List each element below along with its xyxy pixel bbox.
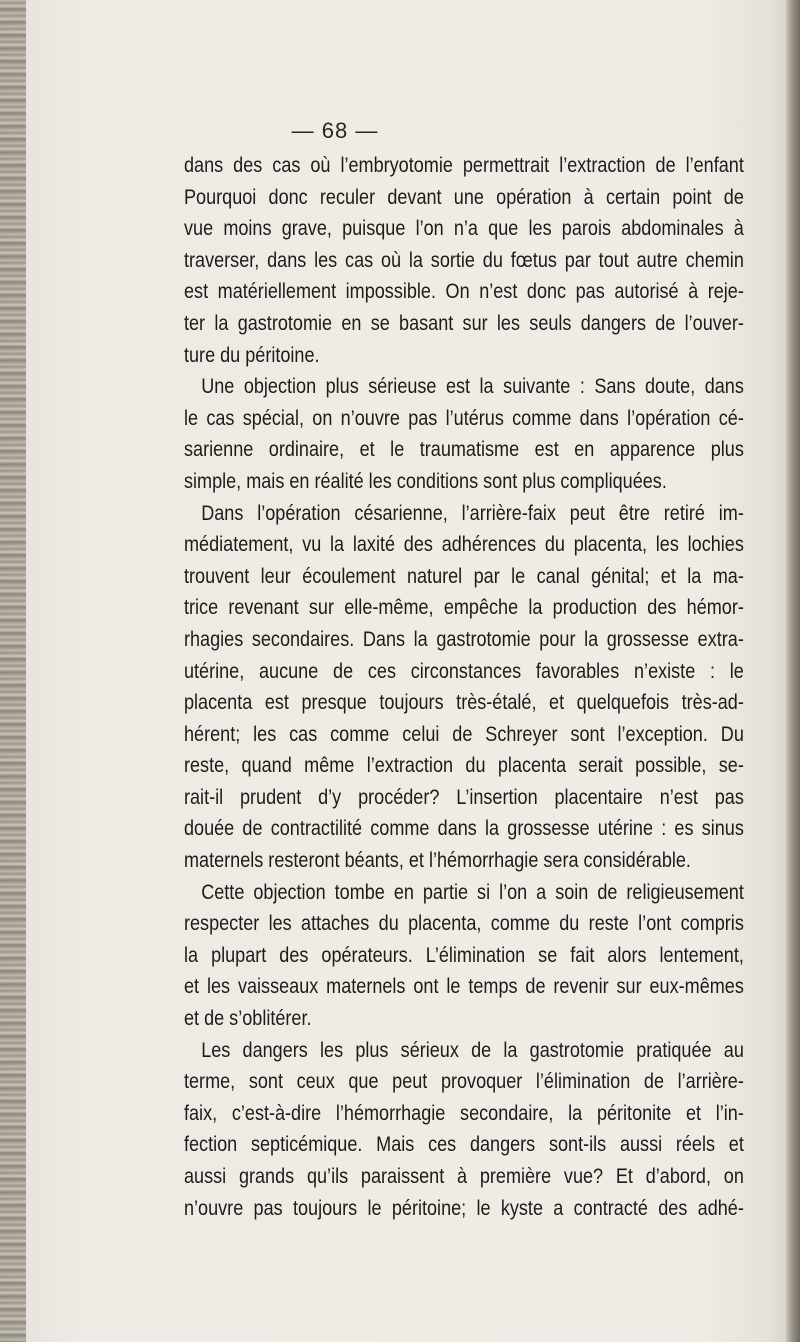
text-line: Pourquoi donc reculer devant une opération à certain point de [184,185,744,209]
binding-gutter [0,0,26,1342]
text-line: rhagies secondaires. Dans la gastrotomie pour la grossesse extra- [184,627,744,651]
text-line: simple, mais en réalité les conditions sont plus compliquées. [184,469,667,493]
text-line: aussi grands qu’ils paraissent à première vue? Et d’abord, on [184,1165,744,1188]
text-line: fection septicémique. Mais ces dangers sont-ils aussi réels et [184,1133,744,1157]
text-line: est matériellement impossible. On n’est donc pas autorisé à reje- [184,280,744,304]
text-line: respecter les attaches du placenta, comme du reste l’ont compris [184,912,744,936]
text-line: placenta est presque toujours très-étalé, et quelquefois très-ad- [184,691,744,715]
text-line: médiatement, vu la laxité des adhérences du placenta, les lochies [184,533,744,557]
text-line: le cas spécial, on n’ouvre pas l’utérus comme dans l’opération cé- [184,406,744,430]
text-line: ture du péritoine. [184,343,320,367]
text-line: trouvent leur écoulement naturel par le canal génital; et la ma- [184,564,744,588]
text-line: hérent; les cas comme celui de Schreyer sont l’exception. Du [184,722,744,746]
text-line: rait-il prudent d’y procéder? L’insertion placentaire n’est pas [184,785,744,809]
text-line: et de s’oblitérer. [184,1007,312,1031]
text-line: traverser, dans les cas où la sortie du fœtus par tout autre chemin [184,248,744,272]
text-line: et les vaisseaux maternels ont le temps de revenir sur eux-mêmes [184,975,744,999]
text-line: trice revenant sur elle-même, empêche la production des hémor- [184,596,744,620]
text-line: terme, sont ceux que peut provoquer l’élimination de l’arrière- [184,1070,744,1094]
text-line: dans des cas où l’embryotomie permettrait l’extraction de l’enfant [184,154,744,177]
text-line: la plupart des opérateurs. L’élimination se fait alors lentement, [184,943,744,967]
text-line: maternels resteront béants, et l’hémorrhagie sera considérable. [184,849,691,873]
text-line: ter la gastrotomie en se basant sur les seuls dangers de l’ouver- [184,311,744,335]
paragraph-start: Cette objection tombe en partie si l’on a soin de religieusement [201,880,744,904]
body-text [184,150,744,1224]
text-line: utérine, aucune de ces circonstances favorables n’existe : le [184,659,744,683]
paragraph-start: Dans l’opération césarienne, l’arrière-faix peut être retiré im- [201,501,744,525]
page-edge [786,0,800,1342]
paragraph-start: Les dangers les plus sérieux de la gastrotomie pratiquée au [201,1038,744,1062]
paragraph-start: Une objection plus sérieuse est la suivante : Sans doute, dans [201,375,744,399]
text-line: n’ouvre pas toujours le péritoine; le kyste a contracté des adhé- [184,1196,744,1220]
page-number: — 68 — [291,118,379,143]
text-line: faix, c’est-à-dire l’hémorrhagie secondaire, la péritonite et l’in- [184,1101,744,1125]
text-line: sarienne ordinaire, et le traumatisme est en apparence plus [184,438,744,462]
text-line: douée de contractilité comme dans la grossesse utérine : es sinus [184,817,744,841]
text-line: reste, quand même l’extraction du placenta serait possible, se- [184,754,744,778]
text-line: vue moins grave, puisque l’on n’a que les parois abdominales à [184,217,744,241]
